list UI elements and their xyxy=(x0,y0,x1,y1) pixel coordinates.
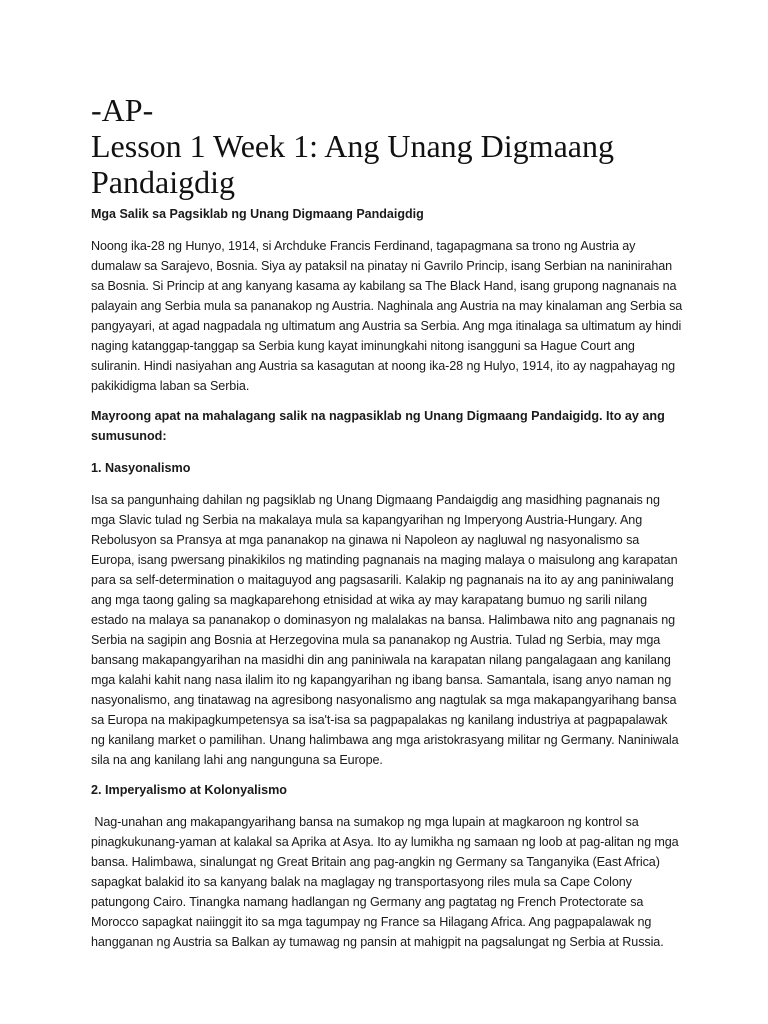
section-heading-nasyonalismo: 1. Nasyonalismo xyxy=(91,461,191,475)
title-line-subject: -AP- xyxy=(91,92,154,128)
section-heading-imperyalismo: 2. Imperyalismo at Kolonyalismo xyxy=(91,783,287,797)
document-subtitle: Mga Salik sa Pagsiklab ng Unang Digmaang Pandaigdig xyxy=(91,207,424,221)
title-line-topic: Pandaigdig xyxy=(91,164,235,200)
factors-intro: Mayroong apat na mahalagang salik na nagpasiklab ng Unang Digmaang Pandaigidg. Ito ay ang sumusunod: xyxy=(91,409,665,443)
title-line-lesson: Lesson 1 Week 1: Ang Unang Digmaang xyxy=(91,128,614,164)
intro-paragraph: Noong ika-28 ng Hunyo, 1914, si Archduke Francis Ferdinand, tagapagmana sa trono ng Austria ay dumalaw sa Sarajevo, Bosnia. Siya ay pataksil na pinatay ni Gavrilo Princip, isang Serbian na naninirahan sa Bosnia. Si Princip at ang kanyang kasama ay kabilang sa The Black Hand, isang grupong nagnanais na palayain ang Serbia mula sa pananakop ng Austria. Naghinala ang Austria na may kinalaman ang Serbia sa pangyayari, at agad nagpadala ng ultimatum ang Austria sa Serbia. Ang mga itinalaga sa ultimatum ay hindi naging katanggap-tanggap sa Serbia kung kayat iminungkahi nitong isangguni sa Hague Court ang suliranin. Hindi nasiyahan ang Austria sa kasagutan at noong ika-28 ng Hulyo, 1914, ito ay nagpahayag ng pakikidigma laban sa Serbia. xyxy=(91,239,683,393)
document-title xyxy=(91,92,683,200)
section-paragraph-imperyalismo: Nag-unahan ang makapangyarihang bansa na sumakop ng mga lupain at magkaroon ng kontrol sa pinagkukunang-yaman at kalakal sa Aprika at Asya. Ito ay lumikha ng samaan ng loob at pag-alitan ng mga bansa. Halimbawa, sinalungat ng Great Britain ang pag-angkin ng Germany sa Tanganyika (East Africa) sapagkat balakid ito sa kanyang balak na maglagay ng transportasyong riles mula sa Cape Colony patungong Cairo. Tinangka namang hadlangan ng Germany ang pagtatag ng French Protectorate sa Morocco sapagkat naiinggit ito sa mga tagumpay ng France sa Hilagang Africa. Ang pagpapalawak ng hangganan ng Austria sa Balkan ay tumawag ng pansin at mahigpit na pagsalungat ng Serbia at Russia. xyxy=(91,815,679,949)
section-paragraph-nasyonalismo: Isa sa pangunhaing dahilan ng pagsiklab ng Unang Digmaang Pandaigdig ang masidhing pagnanais ng mga Slavic tulad ng Serbia na makalaya mula sa kapangyarihan ng Imperyong Austria-Hungary. Ang Rebolusyon sa Pransya at mga pananakop na ginawa ni Napoleon ay nagluwal ng nasyonalismo sa Europa, isang pwersang pinakikilos ng matinding pagnanais na maging malaya o maisulong ang karapatan para sa self-determination o maitaguyod ang pagsasarili. Kalakip ng pagnanais na ito ay ang paniniwalang ang mga taong galing sa magkaparehong etnisidad at wika ay may karapatang bumuo ng sarili nilang estado na malaya sa pananakop o dominasyon ng malalakas na bansa. Halimbawa nito ang pagnanais ng Serbia na sagipin ang Bosnia at Herzegovina mula sa pananakop ng Austria. Tulad ng Serbia, may mga bansang makapangyarihan na masidhi din ang paniniwala na karapatan nilang pangalagaan ang kanilang mga kalahi kahit nang nasa ilalim ito ng kapangyarihan ng ibang bansa. Samantala, isang anyo naman ng nasyonalismo, ang tinatawag na agresibong nasyonalismo ang nagtulak sa mga makapangyarihang bansa sa Europa na makipagkumpetensya sa isa't-isa sa pagpapalakas ng kanilang industriya at pagpapalawak ng kanilang market o pamilihan. Unang halimbawa ang mga aristokrasyang militar ng Germany. Naniniwala sila na ang kanilang lahi ang nangunguna sa Europe. xyxy=(91,493,679,767)
document-page xyxy=(91,92,683,962)
